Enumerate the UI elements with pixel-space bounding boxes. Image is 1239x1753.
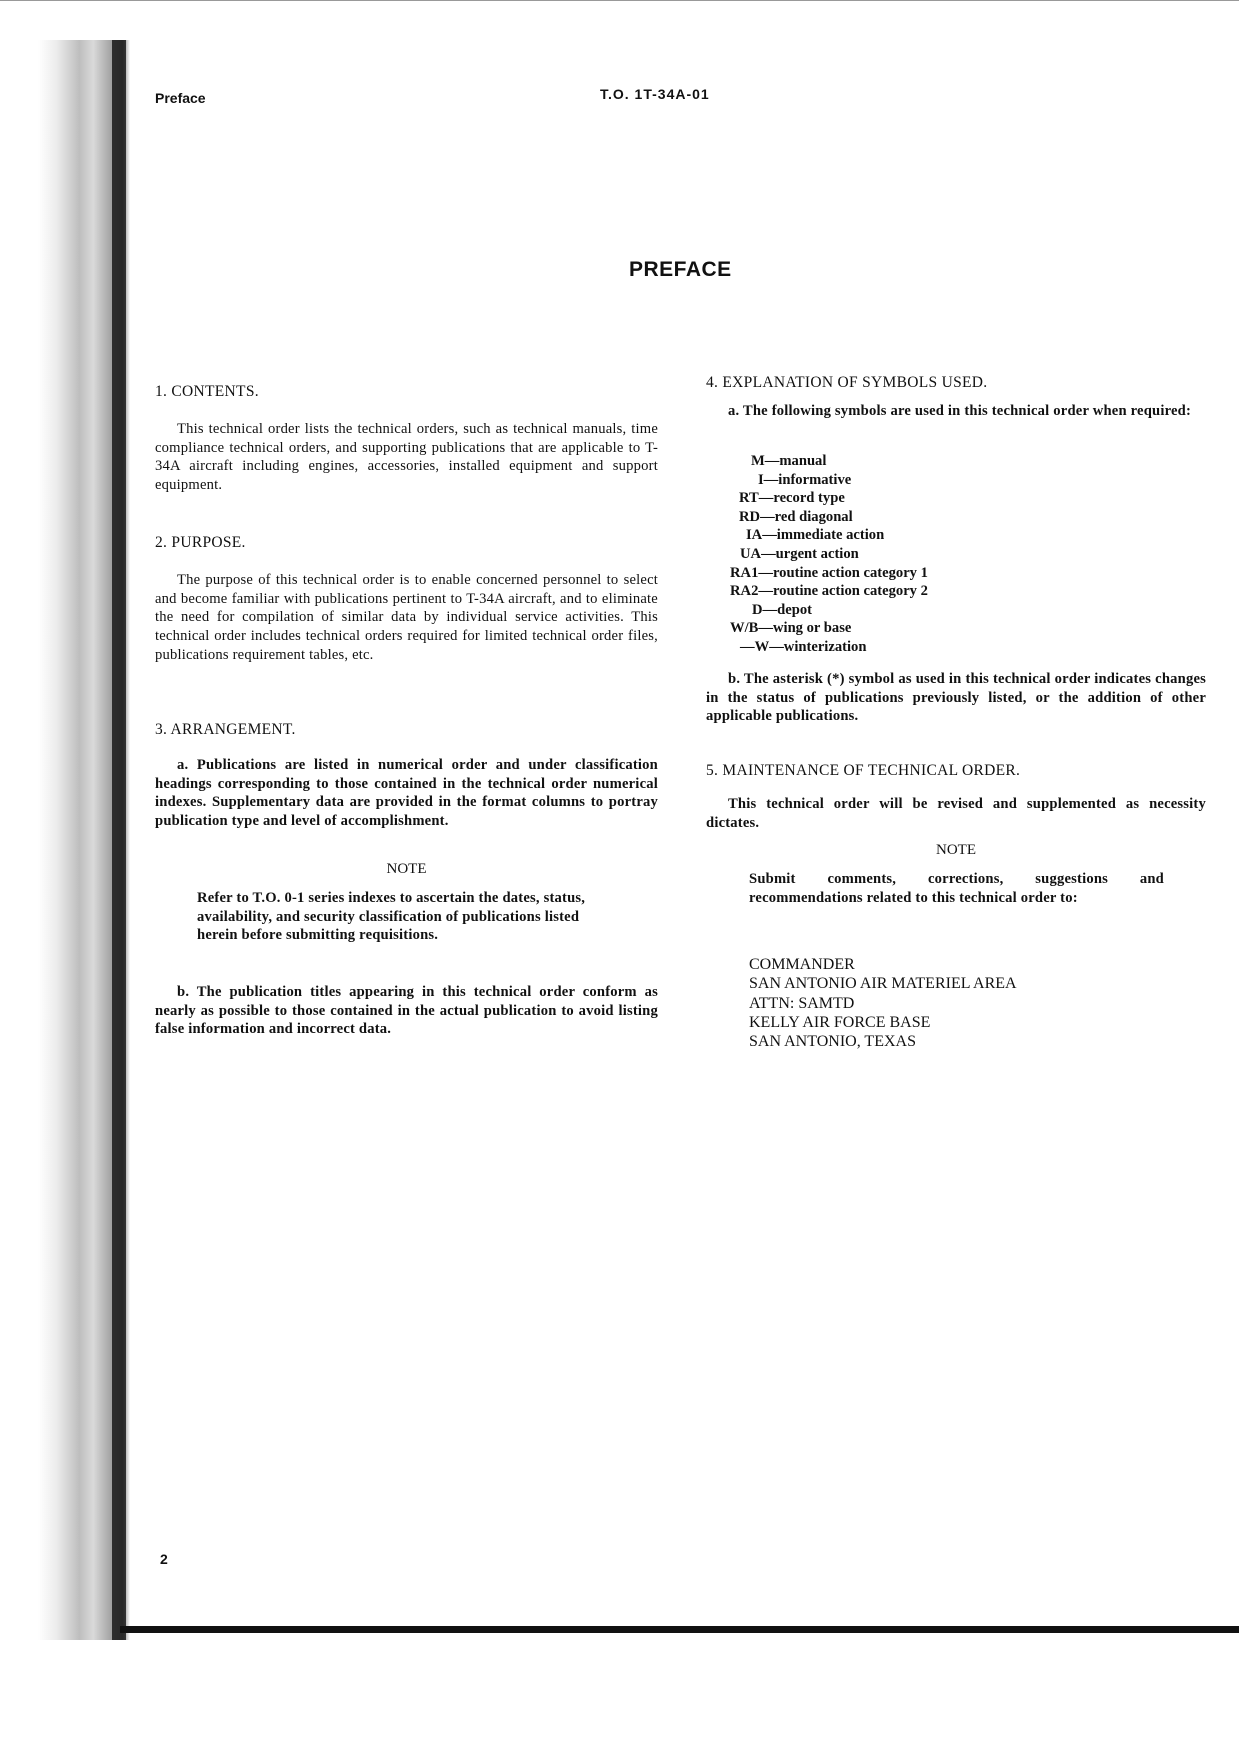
symbol-item: I—informative	[758, 471, 852, 488]
address-line: ATTN: SAMTD	[749, 994, 855, 1012]
arrangement-heading: 3. ARRANGEMENT.	[155, 721, 296, 738]
scan-binding-edge	[112, 40, 126, 1640]
scan-top-edge	[0, 0, 1239, 1]
purpose-heading: 2. PURPOSE.	[155, 534, 246, 551]
maintenance-heading: 5. MAINTENANCE OF TECHNICAL ORDER.	[706, 762, 1021, 779]
maintenance-text: This technical order will be revised and supplemented as necessity dictates.	[706, 796, 1206, 831]
symbol-item: RD—red diagonal	[739, 508, 853, 525]
page-number: 2	[160, 1551, 168, 1567]
contents-text: This technical order lists the technical orders, such as technical manuals, time compliance technical orders, and supporting publications that are applicable to T-34A aircraft including engines, accessories, installed equipment and support equipment.	[155, 421, 658, 494]
maintenance-note: Submit comments, corrections, suggestions and recommendations related to this technical order to:	[749, 871, 1164, 906]
address-line: SAN ANTONIO, TEXAS	[749, 1033, 916, 1051]
symbol-item: RA1—routine action category 1	[730, 564, 928, 581]
contents-heading: 1. CONTENTS.	[155, 383, 259, 400]
symbols-a: a. The following symbols are used in this technical order when required:	[728, 403, 1192, 419]
address-line: SAN ANTONIO AIR MATERIEL AREA	[749, 975, 1017, 993]
mailing-address	[749, 955, 1017, 1051]
page-title: PREFACE	[629, 258, 732, 281]
arrangement-a: a. Publications are listed in numerical order and under classification headings corresponding to those contained in the technical order numerical indexes. Supplementary data are provided in the format columns to portray publication type and level of accomplishment.	[155, 757, 658, 830]
symbol-item: —W—winterization	[740, 638, 867, 655]
arrangement-note-label: NOTE	[386, 861, 427, 877]
symbol-item: D—depot	[752, 601, 812, 618]
symbol-item: M—manual	[751, 453, 827, 469]
symbol-item: RA2—routine action category 2	[730, 583, 928, 600]
page-bottom-rule	[120, 1626, 1239, 1633]
symbols-heading: 4. EXPLANATION OF SYMBOLS USED.	[706, 374, 988, 391]
maintenance-note-label: NOTE	[936, 842, 976, 858]
symbol-item: UA—urgent action	[740, 545, 859, 562]
address-line: KELLY AIR FORCE BASE	[749, 1013, 931, 1031]
arrangement-b: b. The publication titles appearing in this technical order conform as nearly as possible to those contained in the actual publication to avoid listing false information and incorrect data.	[155, 984, 658, 1038]
arrangement-note: Refer to T.O. 0-1 series indexes to ascertain the dates, status, availability, and security classification of publications listed herein before submitting requisitions.	[197, 890, 586, 944]
symbols-b: b. The asterisk (*) symbol as used in this technical order indicates changes in the status of publications previously listed, or the addition of other applicable publications.	[706, 671, 1206, 725]
symbol-item: W/B—wing or base	[730, 620, 852, 637]
symbols-list	[706, 452, 928, 657]
header-to-number: T.O. 1T-34A-01	[600, 86, 710, 102]
symbol-item: IA—immediate action	[746, 527, 885, 544]
address-line: COMMANDER	[749, 956, 855, 973]
symbol-item: RT—record type	[739, 490, 845, 507]
header-section: Preface	[155, 90, 206, 106]
purpose-text: The purpose of this technical order is to enable concerned personnel to select and become familiar with publications pertinent to T-34A aircraft, and to eliminate the need for compilation of similar data by individual service activities. This technical order includes technical orders required for limited technical order files, publications requirement tables, etc.	[155, 572, 658, 663]
